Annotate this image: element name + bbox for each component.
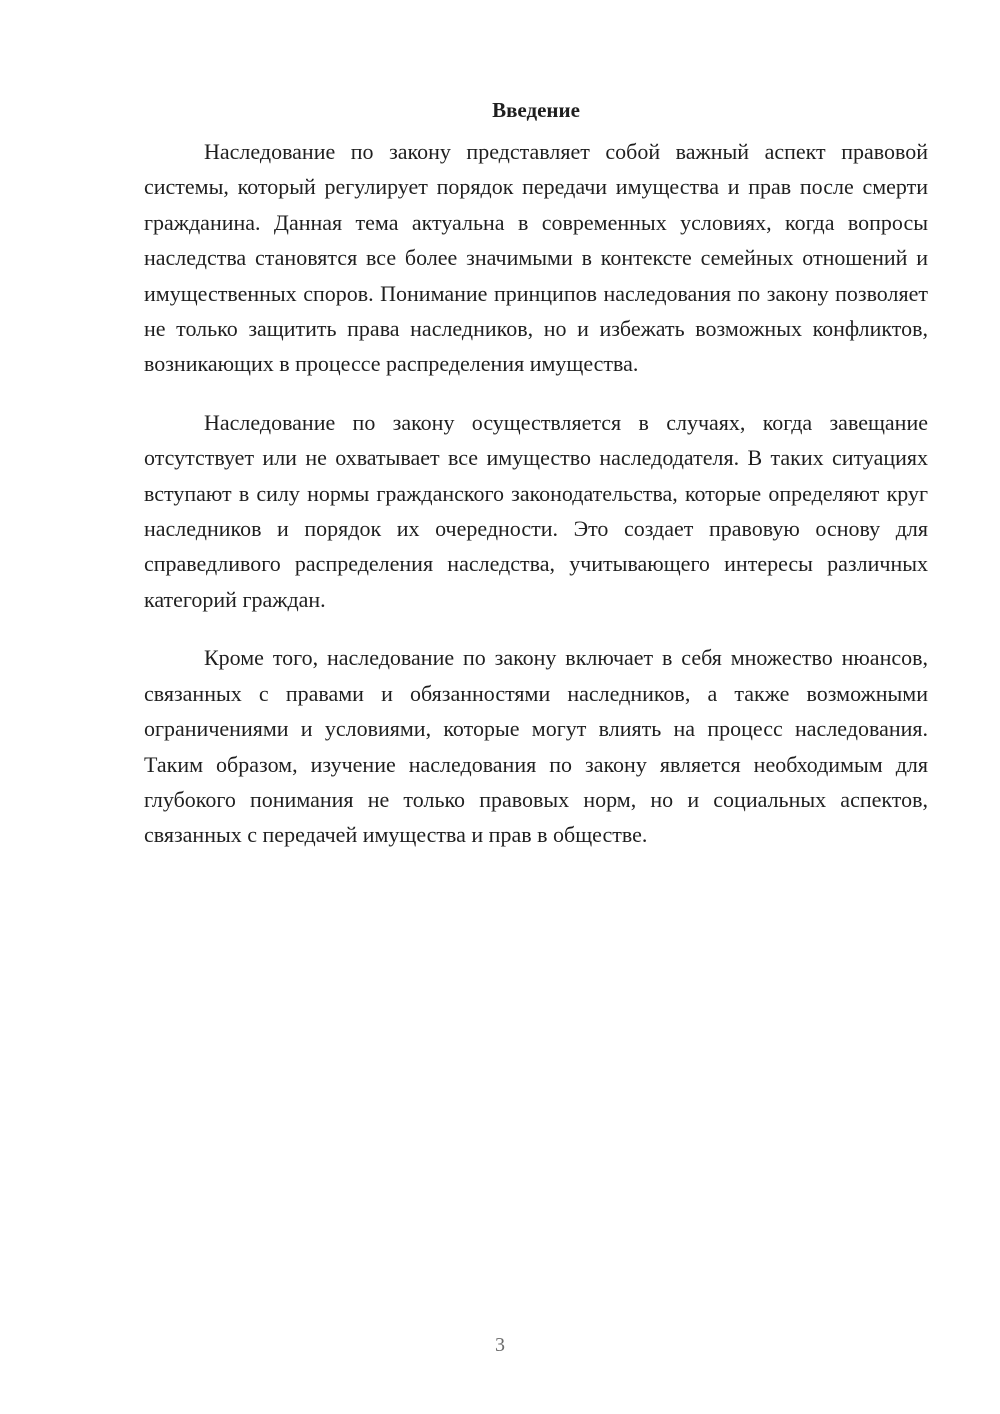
paragraph-1: Наследование по закону представляет собой важный аспект правовой системы, который регулирует порядок передачи имущества и прав после смерти гражданина. Данная тема актуальна в современных условиях, когда вопросы наследства становятся все более значимыми в контексте семейных отношений и имущественных споров. Понимание принципов наследования по закону позволяет не только защитить права наследников, но и избежать возможных конфликтов, возникающих в процессе распределения имущества. xyxy=(144,139,928,377)
paragraph-2: Наследование по закону осуществляется в случаях, когда завещание отсутствует или не охватывает все имущество наследодателя. В таких ситуациях вступают в силу нормы гражданского законодательства, которые определяют круг наследников и порядок их очередности. Это создает правовую основу для справедливого распределения наследства, учитывающего интересы различных категорий граждан. xyxy=(144,409,928,612)
section-title: Введение xyxy=(492,98,580,122)
document-body xyxy=(144,92,928,876)
page-number: 3 xyxy=(495,1334,505,1356)
paragraph-3: Кроме того, наследование по закону включает в себя множество нюансов, связанных с правами и обязанностями наследников, а также возможными ограничениями и условиями, которые могут влиять на процесс наследования. Таким образом, изучение наследования по закону является необходимым для глубокого понимания не только правовых норм, но и социальных аспектов, связанных с передачей имущества и прав в обществе. xyxy=(144,645,928,848)
